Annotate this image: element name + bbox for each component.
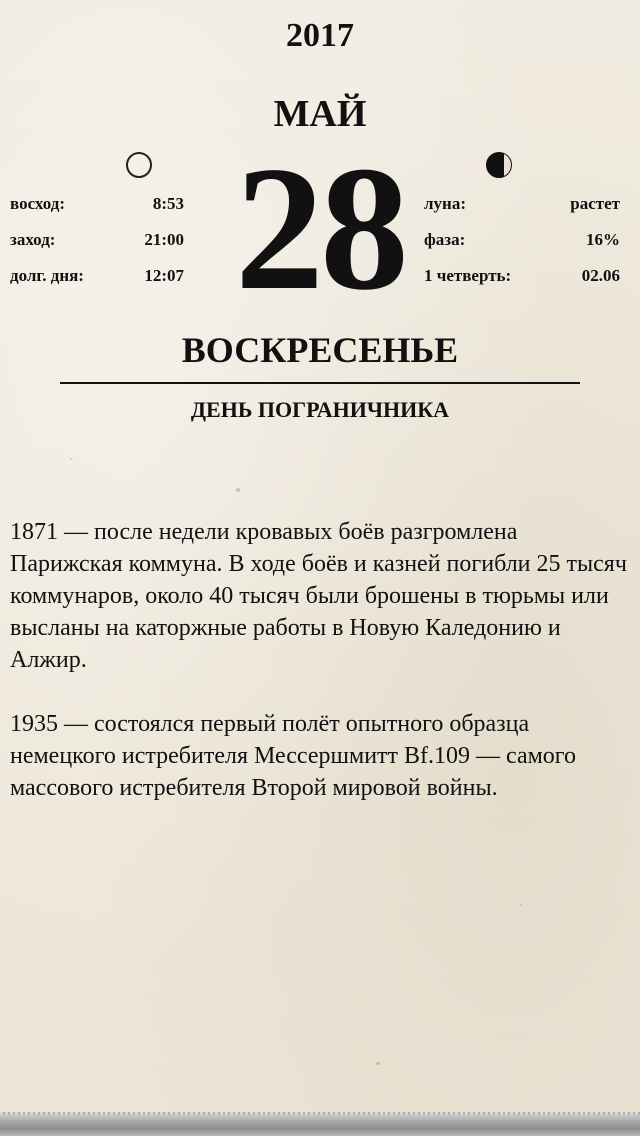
weekday: ВОСКРЕСЕНЬЕ — [181, 330, 459, 370]
sunset-label: заход: — [10, 230, 56, 249]
paper-speck — [236, 488, 240, 492]
sunset-row — [10, 228, 184, 252]
day-length-value: 12:07 — [144, 266, 184, 285]
paper-speck — [520, 904, 522, 906]
first-quarter-value: 02.06 — [581, 266, 620, 285]
sunrise-value: 8:53 — [152, 194, 184, 213]
event-item: 1871 — после недели кровавых боёв разгромлена Парижская коммуна. В ходе боёв и казней погибли 25 тысяч коммунаров, около 40 тысяч были брошены в тюрьмы или высланы на каторжные работы в Новую Каледонию и Алжир. — [10, 519, 627, 673]
day-length-label: долг. дня: — [10, 266, 84, 285]
year: 2017 — [286, 17, 354, 54]
bottom-binding-strip — [0, 1112, 640, 1136]
first-quarter-row — [424, 264, 620, 288]
paper-speck — [376, 1062, 380, 1065]
events-list — [10, 516, 632, 836]
day-length-row — [10, 264, 184, 288]
sunrise-label: восход: — [10, 194, 66, 213]
paper-speck — [70, 458, 72, 460]
moon-state-value: растет — [570, 194, 620, 213]
moon-state-row — [424, 192, 620, 216]
event-item: 1935 — состоялся первый полёт опытного образца немецкого истребителя Мессершмитт Bf.109 — самого массового истребителя Второй мировой войны. — [10, 711, 577, 801]
day-number: 28 — [235, 129, 405, 327]
first-quarter-label: 1 четверть: — [424, 266, 512, 285]
month: МАЙ — [273, 93, 367, 135]
moon-state-label: луна: — [424, 194, 466, 213]
sunrise-row — [10, 192, 184, 216]
moon-phase-label: фаза: — [424, 230, 466, 249]
holiday-title: ДЕНЬ ПОГРАНИЧНИКА — [190, 397, 450, 422]
moon-phase-row — [424, 228, 620, 252]
moon-phase-value: 16% — [586, 230, 620, 249]
sunset-value: 21:00 — [144, 230, 184, 249]
divider-line — [60, 382, 580, 384]
